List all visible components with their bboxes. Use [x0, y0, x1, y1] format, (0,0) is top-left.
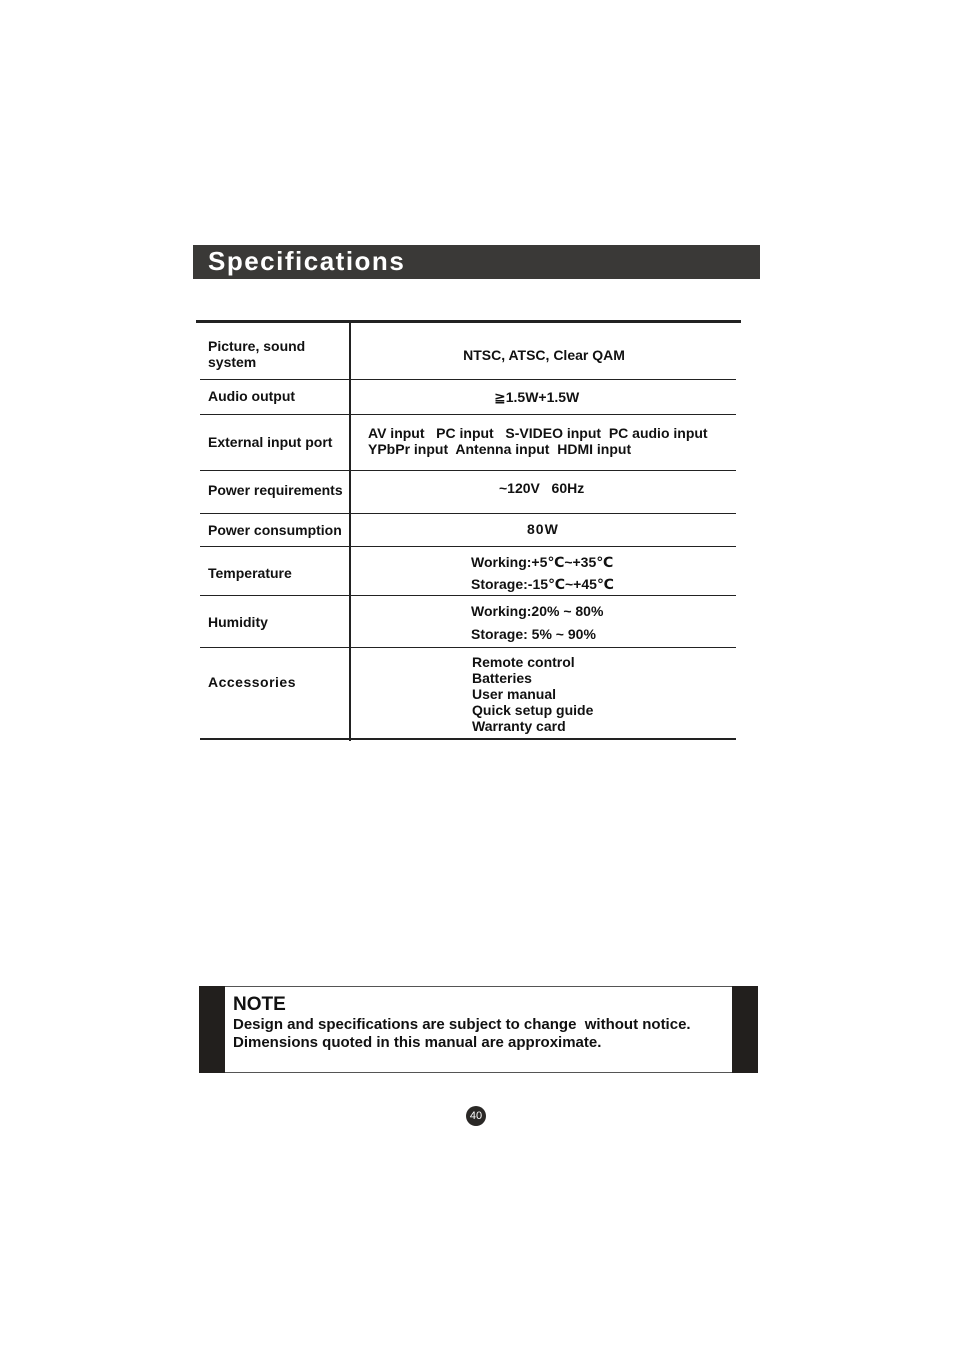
- table-column-divider: [349, 323, 351, 741]
- row-divider: [200, 546, 736, 547]
- row-divider: [200, 595, 736, 596]
- accessory-item: Batteries: [472, 670, 532, 686]
- row-divider: [200, 513, 736, 514]
- table-top-rule: [196, 320, 741, 323]
- spec-label-power-requirements: Power requirements: [208, 482, 343, 498]
- spec-label-temperature: Temperature: [208, 565, 292, 581]
- spec-label-audio-output: Audio output: [208, 388, 296, 404]
- note-line-1: Design and specifications are subject to change without notice.: [233, 1016, 691, 1033]
- spec-label-external-input-port: External input port: [208, 434, 333, 450]
- note-line-2: Dimensions quoted in this manual are approximate.: [233, 1034, 602, 1051]
- spec-value-power-requirements: ~120V 60Hz: [499, 480, 585, 496]
- spec-value-temperature-working: Working:+5℃~+35℃: [471, 554, 614, 570]
- accessory-item: Quick setup guide: [472, 702, 594, 718]
- note-left-band: [199, 986, 225, 1073]
- row-divider: [200, 647, 736, 648]
- accessory-item: User manual: [472, 686, 557, 702]
- spec-value-power-consumption: 80W: [527, 521, 559, 537]
- row-divider: [200, 470, 736, 471]
- spec-value-humidity-storage: Storage: 5% ~ 90%: [471, 626, 596, 642]
- spec-label-power-consumption: Power consumption: [208, 522, 342, 538]
- note-title: NOTE: [233, 994, 286, 1015]
- spec-value-external-input-line-2: YPbPr input Antenna input HDMI input: [368, 441, 632, 457]
- row-divider: [200, 414, 736, 415]
- page-number: 40: [466, 1106, 486, 1126]
- spec-label-humidity: Humidity: [208, 614, 268, 630]
- note-right-band: [732, 986, 758, 1073]
- table-bottom-rule: [200, 738, 736, 740]
- spec-value-temperature-storage: Storage:-15℃~+45℃: [471, 576, 614, 592]
- spec-value-humidity-working: Working:20% ~ 80%: [471, 603, 604, 619]
- spec-label-picture-sound-system: Picture, sound system: [208, 338, 306, 370]
- row-divider: [200, 379, 736, 380]
- spec-value-picture-sound-system: NTSC, ATSC, Clear QAM: [463, 347, 625, 363]
- spec-value-audio-output: ≧1.5W+1.5W: [494, 389, 580, 405]
- accessory-item: Warranty card: [472, 718, 566, 734]
- spec-label-accessories: Accessories: [208, 674, 297, 690]
- page-title: Specifications: [208, 246, 406, 276]
- accessory-item: Remote control: [472, 654, 575, 670]
- spec-value-external-input-line-1: AV input PC input S-VIDEO input PC audio input: [368, 425, 708, 441]
